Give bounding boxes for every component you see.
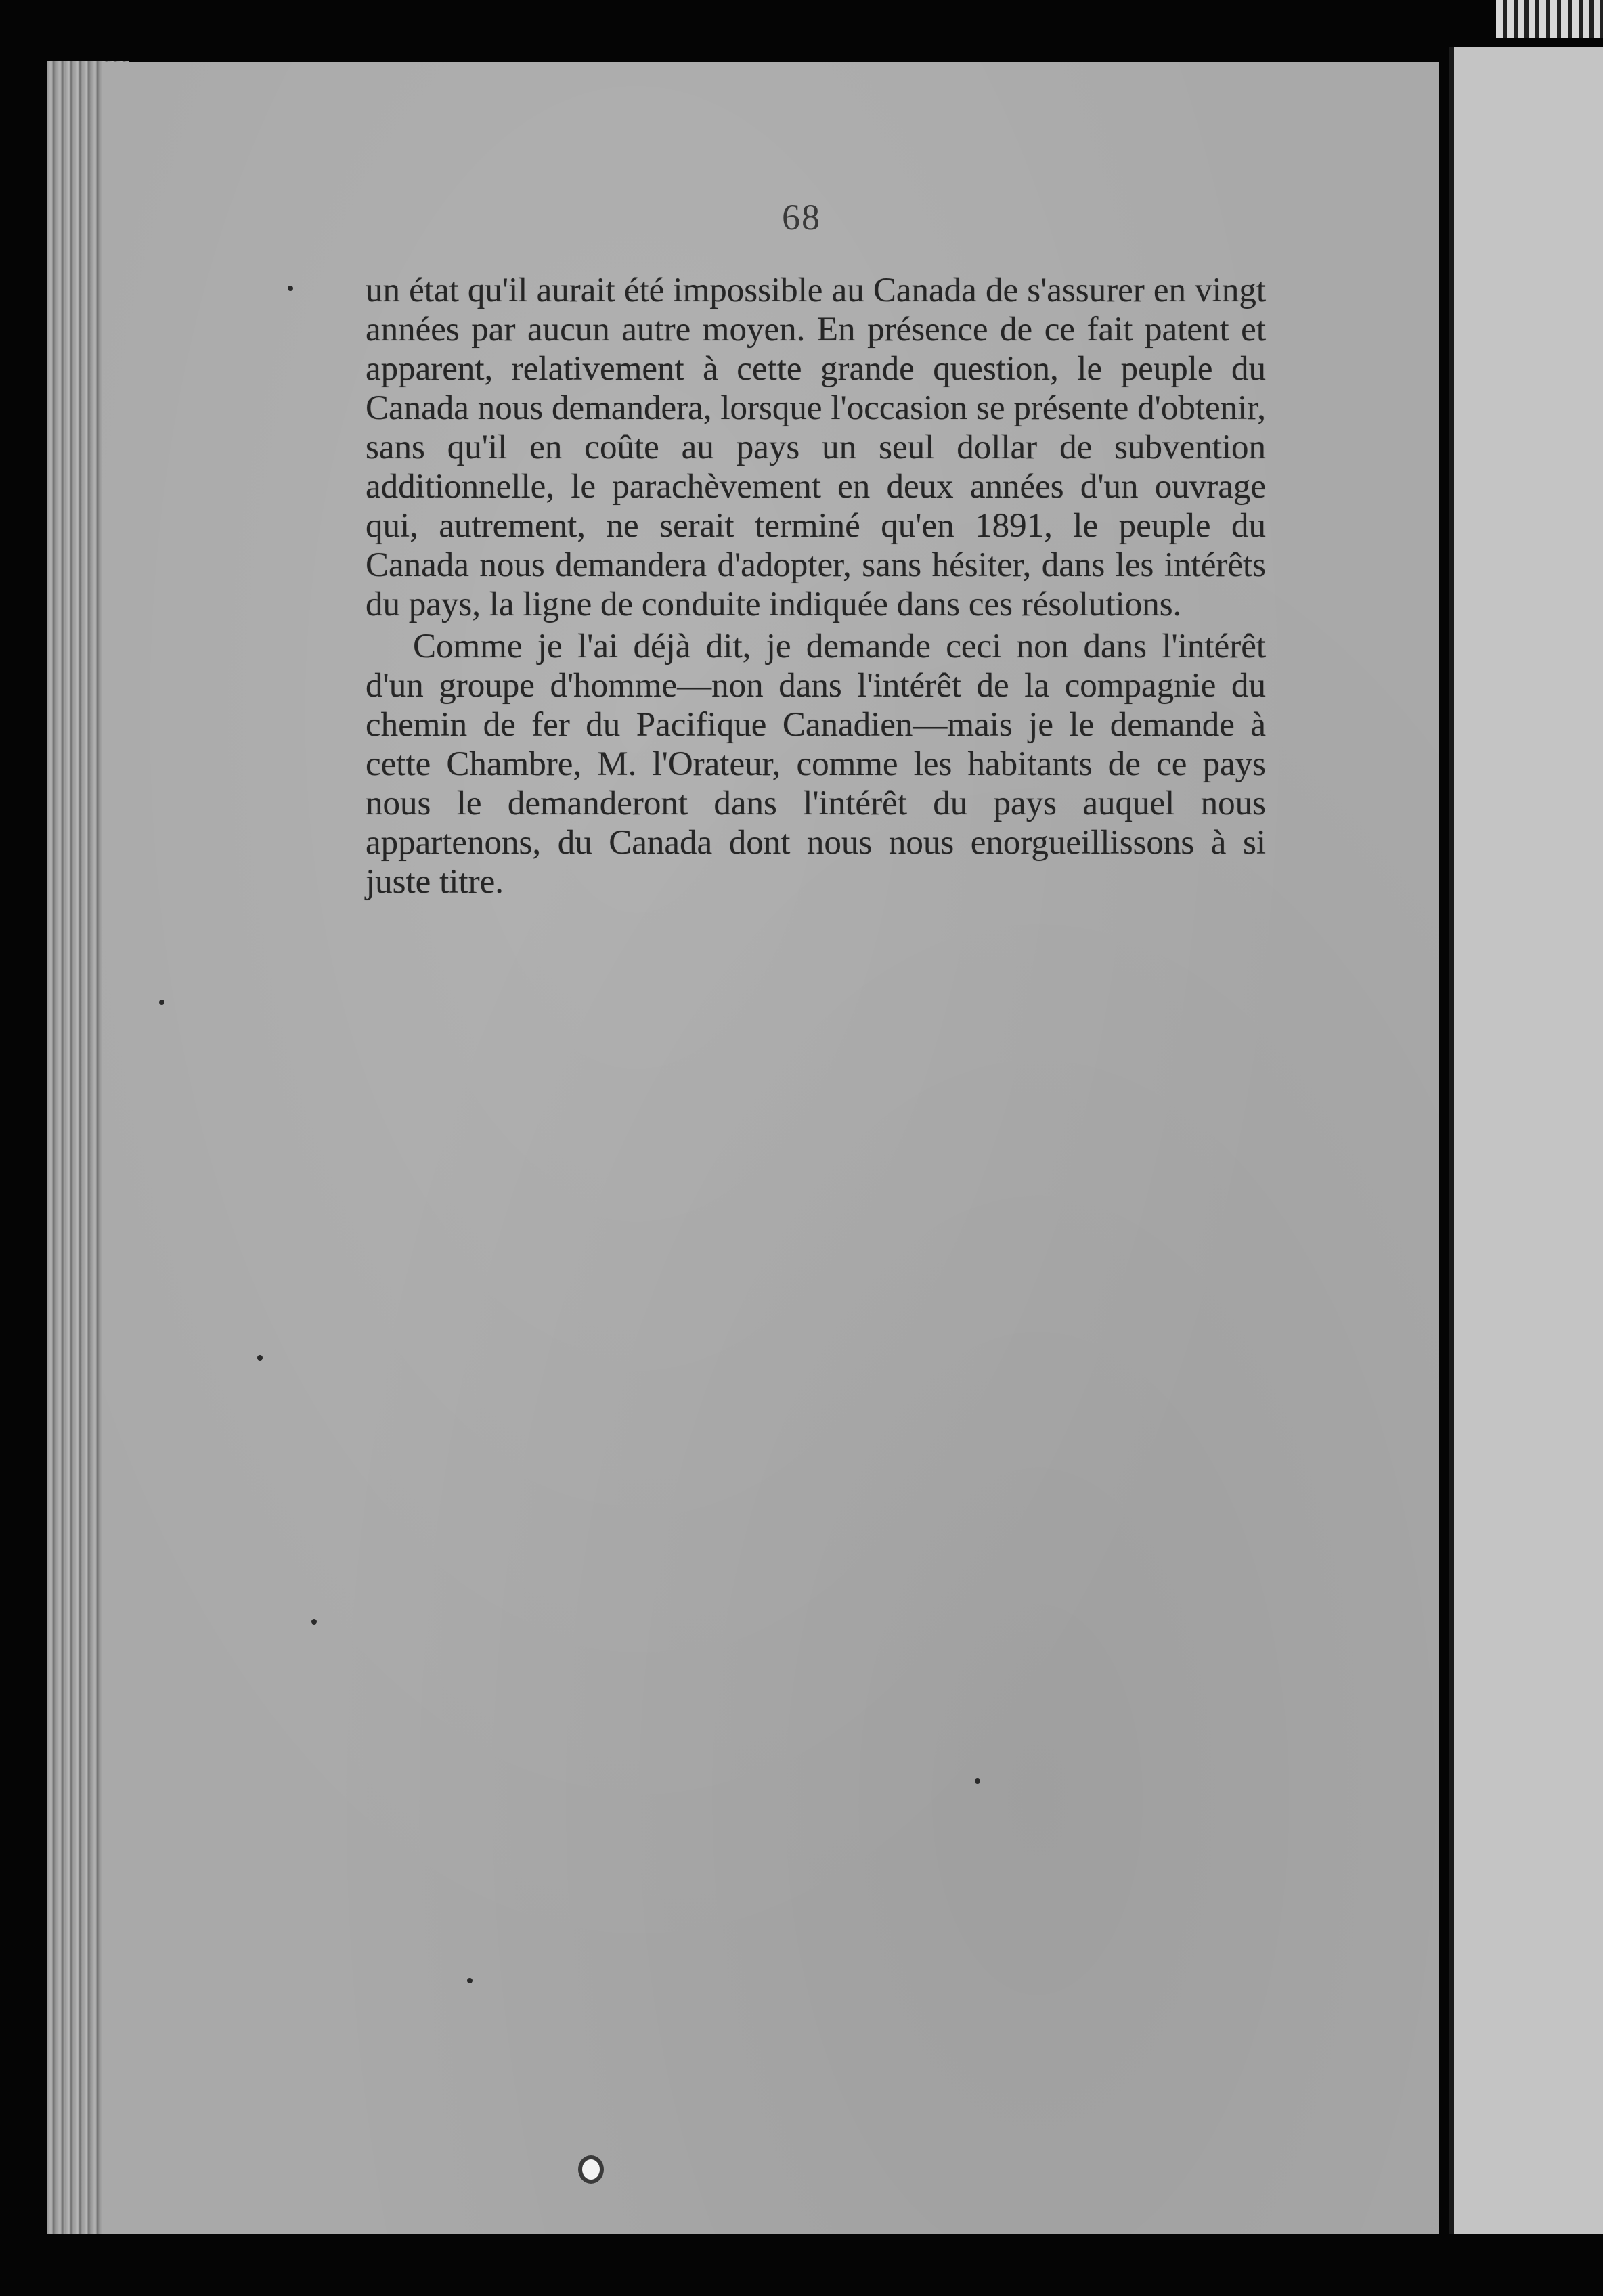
speck bbox=[467, 1978, 473, 1983]
paragraph-1: un état qu'il aurait été impossible au Canada de s'assurer en vingt années par aucun autre moyen. En présence de ce fait patent et apparent, relativement à cette grande question, le peuple du Canada nous demandera, lorsque l'occasion se présente d'obtenir, sans qu'il en coûte au pays un seul dollar de subvention additionnelle, le parachèvement en deux années d'un ouvrage qui, autrement, ne serait terminé qu'en 1891, le peuple du Canada nous demandera d'adopter, sans hésiter, dans les intérêts du pays, la ligne de conduite indiquée dans ces résolutions. bbox=[366, 271, 1266, 623]
body-text bbox=[366, 271, 1266, 902]
speck bbox=[257, 1355, 263, 1361]
speck bbox=[975, 1778, 980, 1784]
speck bbox=[311, 1619, 317, 1625]
facing-page-strip bbox=[1449, 47, 1603, 2234]
speck bbox=[159, 1000, 164, 1005]
page-number: 68 bbox=[782, 197, 821, 238]
scan-calibration-mark bbox=[1496, 0, 1603, 38]
paper-hole bbox=[582, 2159, 600, 2180]
paragraph-2: Comme je l'ai déjà dit, je demande ceci non dans l'intérêt d'un groupe d'homme—non dans l'intérêt de la compagnie du chemin de fer du Pacifique Canadien—mais je le demande à cette Chambre, M. l'Orateur, comme les habitants de ce pays nous le demanderont dans l'intérêt du pays auquel nous appartenons, du Canada dont nous nous enorgueillissons à si juste titre. bbox=[366, 627, 1266, 901]
speck bbox=[288, 286, 293, 291]
